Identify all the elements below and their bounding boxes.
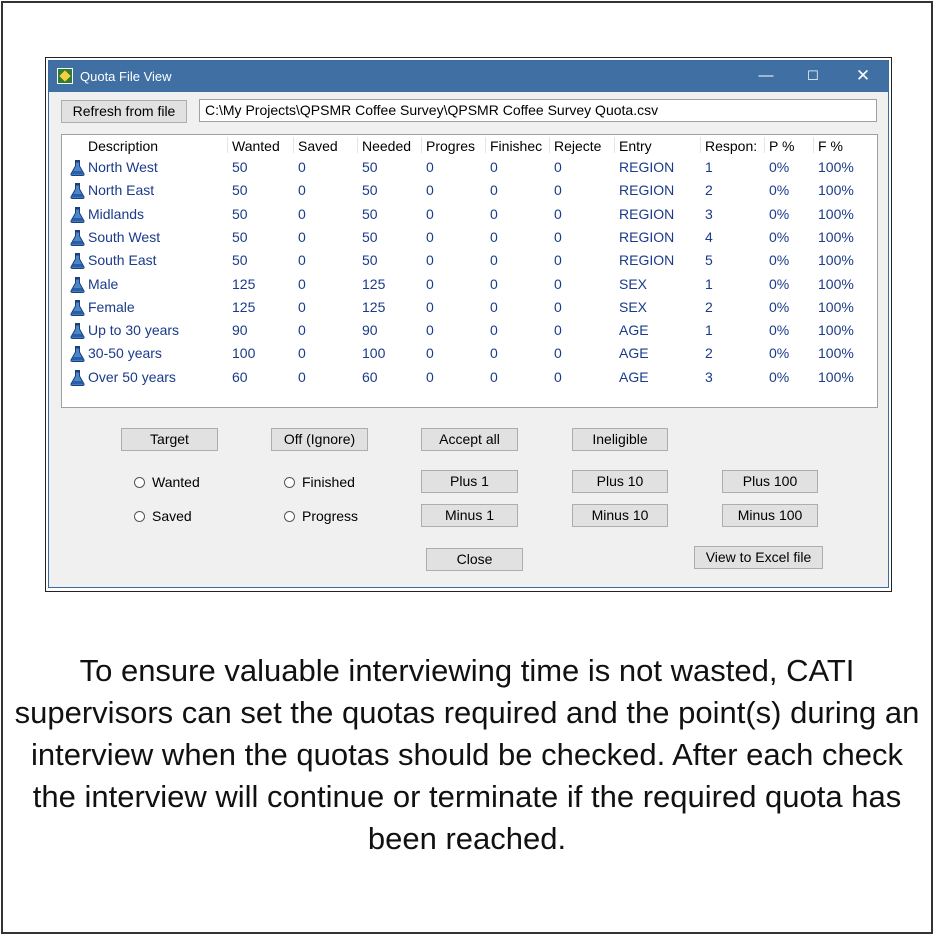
column-separator: [357, 137, 358, 153]
table-cell: 100%: [818, 228, 854, 245]
table-cell: 100%: [818, 182, 854, 199]
table-cell: 0: [490, 298, 498, 315]
table-cell: South West: [88, 228, 161, 245]
flask-icon: [70, 160, 85, 176]
ineligible-button[interactable]: Ineligible: [572, 428, 668, 451]
table-cell: 3: [705, 205, 713, 222]
table-cell: REGION: [619, 228, 675, 245]
table-cell: 0: [298, 205, 306, 222]
quota-list[interactable]: [61, 134, 878, 408]
table-cell: 0: [554, 205, 562, 222]
table-cell: 0: [554, 345, 562, 362]
column-header[interactable]: Needed: [362, 138, 412, 154]
plus-10-button[interactable]: Plus 10: [572, 470, 668, 493]
table-cell: 0: [490, 159, 498, 175]
radio-saved[interactable]: [134, 508, 192, 524]
table-cell: 0: [298, 252, 306, 269]
table-cell: 0: [554, 182, 562, 199]
flask-icon: [70, 323, 85, 339]
table-cell: 0: [490, 228, 498, 245]
column-separator: [421, 137, 422, 153]
table-cell: 100: [362, 345, 386, 362]
table-cell: 0: [298, 182, 306, 199]
column-header[interactable]: Finishec: [490, 138, 543, 154]
radio-wanted[interactable]: [134, 474, 200, 490]
plus-1-button[interactable]: Plus 1: [421, 470, 518, 493]
table-cell: 0%: [769, 228, 790, 245]
column-header[interactable]: F %: [818, 138, 843, 154]
table-cell: 100%: [818, 252, 854, 269]
table-cell: 50: [362, 182, 378, 199]
table-cell: 90: [232, 322, 248, 339]
table-cell: 0: [490, 368, 498, 385]
table-cell: 50: [232, 159, 248, 175]
table-cell: 100%: [818, 322, 854, 339]
radio-progress-label: Progress: [302, 508, 359, 524]
radio-finished[interactable]: [284, 474, 355, 490]
table-cell: 2: [705, 298, 713, 315]
table-cell: REGION: [619, 182, 675, 199]
flask-icon: [70, 370, 85, 386]
table-cell: 125: [362, 298, 386, 315]
table-cell: 4: [705, 228, 713, 245]
table-cell: 0: [490, 205, 498, 222]
radio-progress[interactable]: [284, 508, 358, 524]
list-header: [62, 135, 877, 155]
table-cell: 0: [298, 228, 306, 245]
column-separator: [485, 137, 486, 153]
table-row[interactable]: [62, 343, 877, 366]
table-row[interactable]: [62, 227, 877, 250]
table-cell: 0: [426, 205, 434, 222]
table-cell: Over 50 years: [88, 368, 176, 385]
table-cell: 0: [426, 252, 434, 269]
radio-circle-icon: [284, 477, 295, 488]
table-cell: 3: [705, 368, 713, 385]
table-cell: Male: [88, 275, 119, 292]
flask-icon: [70, 183, 85, 199]
table-row[interactable]: [62, 250, 877, 273]
flask-icon: [70, 300, 85, 316]
table-cell: 2: [705, 345, 713, 362]
table-cell: 0%: [769, 322, 790, 339]
flask-icon: [70, 253, 85, 269]
table-cell: 0: [490, 182, 498, 199]
flask-icon: [70, 346, 85, 362]
column-header[interactable]: Description: [88, 138, 159, 154]
column-separator: [293, 137, 294, 153]
radio-finished-label: Finished: [302, 474, 355, 490]
table-cell: 0: [554, 298, 562, 315]
column-header[interactable]: Respon:: [705, 138, 758, 154]
title-bar[interactable]: [49, 61, 888, 92]
table-cell: Up to 30 years: [88, 322, 180, 339]
column-separator: [700, 137, 701, 153]
table-cell: 1: [705, 322, 713, 339]
table-cell: 0: [490, 345, 498, 362]
table-cell: 0%: [769, 182, 790, 199]
table-cell: 0: [426, 275, 434, 292]
refresh-from-file-button[interactable]: Refresh from file: [61, 100, 187, 123]
accept-all-button[interactable]: Accept all: [421, 428, 518, 451]
table-cell: 0: [298, 345, 306, 362]
target-button[interactable]: Target: [121, 428, 218, 451]
table-cell: 100%: [818, 275, 854, 292]
table-cell: 100%: [818, 159, 854, 175]
radio-circle-icon: [134, 511, 145, 522]
flask-icon: [70, 207, 85, 223]
table-cell: 90: [362, 322, 378, 339]
table-cell: 0: [554, 275, 562, 292]
table-cell: North West: [88, 159, 158, 175]
radio-wanted-label: Wanted: [152, 474, 200, 490]
column-separator: [813, 137, 814, 153]
table-cell: 0%: [769, 159, 790, 175]
table-cell: 0: [298, 298, 306, 315]
app-icon: [57, 68, 73, 84]
table-cell: 100%: [818, 368, 854, 385]
table-row[interactable]: [62, 204, 877, 227]
flask-icon: [70, 277, 85, 293]
table-cell: AGE: [619, 322, 649, 339]
table-cell: 0: [490, 252, 498, 269]
table-cell: 125: [362, 275, 386, 292]
table-cell: 0: [426, 322, 434, 339]
flask-icon: [70, 230, 85, 246]
radio-circle-icon: [284, 511, 295, 522]
table-row[interactable]: [62, 367, 877, 390]
view-to-excel-button[interactable]: View to Excel file: [694, 546, 823, 569]
table-cell: 50: [362, 159, 378, 175]
table-cell: AGE: [619, 345, 649, 362]
table-cell: 0%: [769, 275, 790, 292]
table-row[interactable]: [62, 297, 877, 320]
table-cell: 50: [362, 252, 378, 269]
plus-100-button[interactable]: Plus 100: [722, 470, 818, 493]
table-cell: 1: [705, 275, 713, 292]
table-cell: 0: [426, 298, 434, 315]
table-cell: SEX: [619, 298, 648, 315]
maximize-button[interactable]: ☐: [807, 68, 819, 83]
table-cell: 50: [232, 228, 248, 245]
table-cell: 0: [490, 275, 498, 292]
column-header[interactable]: Rejecte: [554, 138, 602, 154]
table-cell: 0: [298, 275, 306, 292]
quota-file-view-window: [48, 60, 889, 588]
table-cell: SEX: [619, 275, 648, 292]
table-cell: 0%: [769, 205, 790, 222]
minus-1-button[interactable]: Minus 1: [421, 504, 518, 527]
table-cell: 50: [362, 205, 378, 222]
table-cell: 5: [705, 252, 713, 269]
table-cell: 0: [554, 322, 562, 339]
table-cell: 2: [705, 182, 713, 199]
table-row[interactable]: [62, 180, 877, 203]
table-cell: 30-50 years: [88, 345, 162, 362]
table-cell: 100%: [818, 205, 854, 222]
minus-100-button[interactable]: Minus 100: [722, 504, 818, 527]
file-path-field[interactable]: C:\My Projects\QPSMR Coffee Survey\QPSMR Coffee Survey Quota.csv: [199, 99, 877, 122]
table-row[interactable]: [62, 320, 877, 343]
table-cell: 50: [232, 252, 248, 269]
table-cell: South East: [88, 252, 157, 269]
table-cell: 125: [232, 275, 256, 292]
table-cell: 0: [426, 228, 434, 245]
table-cell: 60: [232, 368, 248, 385]
table-cell: 50: [232, 205, 248, 222]
column-header[interactable]: P %: [769, 138, 795, 154]
close-button[interactable]: Close: [426, 548, 523, 571]
column-header[interactable]: Entry: [619, 138, 652, 154]
close-window-button[interactable]: ✕: [855, 66, 871, 85]
table-cell: 0%: [769, 298, 790, 315]
table-cell: 0%: [769, 252, 790, 269]
table-cell: 50: [362, 228, 378, 245]
table-cell: 0: [298, 159, 306, 175]
column-separator: [549, 137, 550, 153]
table-cell: 0%: [769, 345, 790, 362]
table-cell: 100%: [818, 298, 854, 315]
off-ignore-button[interactable]: Off (Ignore): [271, 428, 368, 451]
column-header[interactable]: Wanted: [232, 138, 280, 154]
radio-circle-icon: [134, 477, 145, 488]
table-cell: 100%: [818, 345, 854, 362]
column-header[interactable]: Progres: [426, 138, 476, 154]
column-header[interactable]: Saved: [298, 138, 338, 154]
table-cell: Female: [88, 298, 135, 315]
table-cell: 0: [490, 322, 498, 339]
table-cell: REGION: [619, 159, 675, 175]
minus-10-button[interactable]: Minus 10: [572, 504, 668, 527]
column-separator: [227, 137, 228, 153]
column-separator: [614, 137, 615, 153]
table-cell: 0%: [769, 368, 790, 385]
radio-saved-label: Saved: [152, 508, 192, 524]
table-cell: 0: [298, 368, 306, 385]
table-cell: 0: [554, 368, 562, 385]
minimize-button[interactable]: —: [758, 67, 774, 84]
table-cell: 0: [298, 322, 306, 339]
table-row[interactable]: [62, 274, 877, 297]
table-cell: 0: [554, 159, 562, 175]
table-cell: 125: [232, 298, 256, 315]
table-cell: 0: [554, 252, 562, 269]
table-cell: 0: [426, 182, 434, 199]
table-cell: 0: [554, 228, 562, 245]
table-cell: 50: [232, 182, 248, 199]
caption-text: To ensure valuable interviewing time is not wasted, CATI supervisors can set the quotas required and the point(s) during an interview when the quotas should be checked. After each check the interview will continue or terminate if the required quota has been reached.: [14, 653, 920, 856]
table-row[interactable]: [62, 157, 877, 180]
column-separator: [764, 137, 765, 153]
table-cell: REGION: [619, 252, 675, 269]
table-cell: REGION: [619, 205, 675, 222]
table-cell: 0: [426, 159, 434, 175]
table-cell: 60: [362, 368, 378, 385]
table-cell: AGE: [619, 368, 649, 385]
table-cell: 0: [426, 345, 434, 362]
table-cell: North East: [88, 182, 155, 199]
table-cell: 1: [705, 159, 713, 175]
window-title: Quota File View: [80, 69, 172, 84]
table-cell: 0: [426, 368, 434, 385]
table-cell: Midlands: [88, 205, 145, 222]
table-cell: 100: [232, 345, 256, 362]
